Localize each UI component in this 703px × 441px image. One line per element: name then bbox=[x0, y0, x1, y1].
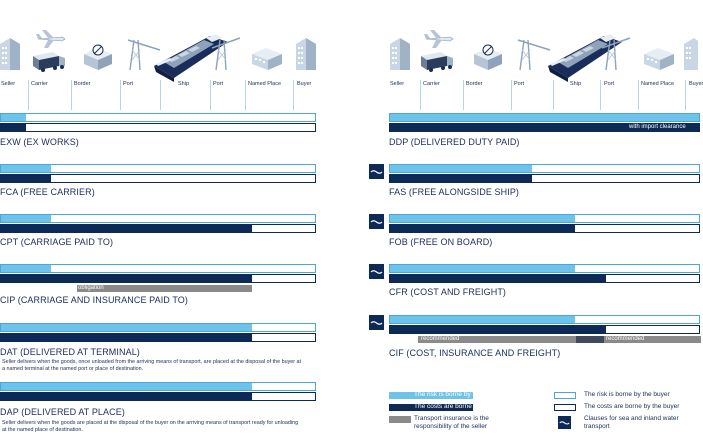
stage-label: Port bbox=[123, 81, 134, 87]
insurance-label: obligation bbox=[78, 285, 104, 291]
wave-icon bbox=[369, 164, 384, 179]
truck-icon bbox=[421, 52, 455, 72]
sea-transport-badge bbox=[369, 264, 384, 279]
stage-label: Ship bbox=[178, 81, 190, 87]
risk-fill bbox=[390, 114, 699, 121]
wave-icon bbox=[369, 214, 384, 229]
stage-divider bbox=[600, 80, 601, 110]
term-title: FOB (FREE ON BOARD) bbox=[389, 237, 493, 247]
cost-bar bbox=[0, 224, 316, 233]
port-crane-icon bbox=[212, 34, 240, 70]
truck-icon bbox=[33, 52, 67, 72]
legend-swatch-insurance bbox=[389, 416, 411, 423]
stage-label: Port bbox=[213, 81, 224, 87]
legend-swatch-cost-buyer bbox=[554, 404, 576, 411]
border-booth-icon bbox=[84, 44, 112, 70]
cost-fill bbox=[1, 393, 252, 400]
legend-label: The risk is borne by the seller bbox=[414, 391, 499, 398]
stage-label: Carrier bbox=[423, 81, 440, 87]
legend-label: The risk is borne by the buyer bbox=[584, 391, 670, 398]
wave-icon bbox=[369, 264, 384, 279]
cost-bar bbox=[0, 274, 316, 283]
warehouse-icon bbox=[252, 46, 282, 70]
risk-fill bbox=[1, 265, 51, 272]
warehouse-icon bbox=[644, 46, 674, 70]
insurance-bar bbox=[0, 284, 316, 293]
stage-divider bbox=[28, 80, 29, 110]
legend-label: The costs are borne by the buyer bbox=[584, 403, 680, 410]
cost-bar bbox=[389, 274, 700, 283]
cost-fill bbox=[390, 225, 575, 232]
cost-bar bbox=[0, 333, 316, 342]
cost-bar bbox=[389, 325, 700, 334]
risk-bar bbox=[0, 323, 316, 332]
term-description: Seller delivers when the goods, once unloaded from the arriving means of transport, are placed at the disposal of the buyer at a named terminal at the named port or place of destination. bbox=[2, 359, 302, 372]
risk-bar bbox=[389, 264, 700, 273]
risk-fill bbox=[1, 165, 51, 172]
stage-divider bbox=[685, 80, 686, 110]
term-title: DAP (DELIVERED AT PLACE) bbox=[0, 407, 125, 417]
term-title: FAS (FREE ALONGSIDE SHIP) bbox=[389, 187, 520, 197]
cost-note: with import clearance bbox=[629, 124, 686, 130]
cost-fill bbox=[1, 334, 252, 341]
term-title: DDP (DELIVERED DUTY PAID) bbox=[389, 137, 520, 147]
risk-bar bbox=[389, 315, 700, 324]
risk-bar bbox=[389, 113, 700, 122]
cost-fill bbox=[1, 275, 252, 282]
stage-label: Port bbox=[514, 81, 525, 87]
airplane-icon bbox=[424, 30, 454, 48]
cost-bar bbox=[0, 123, 316, 132]
risk-fill bbox=[1, 324, 252, 331]
stage-label: Border bbox=[74, 81, 91, 87]
risk-bar bbox=[389, 214, 700, 223]
cost-fill bbox=[390, 175, 532, 182]
stage-label: Seller bbox=[1, 81, 16, 87]
cost-bar bbox=[0, 174, 316, 183]
wave-icon bbox=[369, 315, 384, 330]
cost-fill bbox=[390, 275, 606, 282]
risk-fill bbox=[390, 316, 575, 323]
risk-bar bbox=[389, 164, 700, 173]
term-title: CFR (COST AND FREIGHT) bbox=[389, 287, 507, 297]
term-title: EXW (EX WORKS) bbox=[0, 137, 79, 147]
stage-label: Carrier bbox=[31, 81, 48, 87]
buyer-building-icon bbox=[296, 38, 316, 70]
risk-bar bbox=[0, 113, 316, 122]
legend-label: Clauses for sea and inland water transport bbox=[584, 415, 679, 430]
insurance-label: recommended bbox=[606, 336, 645, 342]
stage-divider bbox=[293, 80, 294, 110]
legend-sea-badge bbox=[558, 416, 571, 429]
sea-transport-badge bbox=[369, 214, 384, 229]
stage-divider bbox=[160, 80, 161, 110]
seller-building-icon bbox=[390, 38, 410, 70]
stage-label: Buyer bbox=[297, 81, 312, 87]
term-title: CIF (COST, INSURANCE AND FREIGHT) bbox=[389, 348, 561, 358]
cost-bar bbox=[389, 174, 700, 183]
legend-swatch-risk-buyer bbox=[554, 392, 576, 399]
stage-label: Seller bbox=[390, 81, 405, 87]
risk-fill bbox=[390, 265, 575, 272]
stage-divider bbox=[245, 80, 246, 110]
stage-label: Ship bbox=[570, 81, 582, 87]
sea-transport-badge bbox=[369, 315, 384, 330]
stage-divider bbox=[210, 80, 211, 110]
cost-fill bbox=[390, 326, 606, 333]
risk-bar bbox=[0, 214, 316, 223]
insurance-overlap bbox=[576, 336, 604, 343]
stage-divider bbox=[120, 80, 121, 110]
term-title: FCA (FREE CARRIER) bbox=[0, 187, 95, 197]
legend-label: Transport insurance is the responsibility of the seller bbox=[414, 415, 489, 430]
buyer-building-icon bbox=[684, 38, 698, 70]
stage-divider bbox=[420, 80, 421, 110]
stage-label: Border bbox=[466, 81, 483, 87]
term-description: Seller delivers when the goods are placed at the disposal of the buyer on the arriving means of transport ready for unloading at the named place of destination. bbox=[2, 420, 299, 433]
cost-bar bbox=[389, 224, 700, 233]
cost-bar bbox=[0, 392, 316, 401]
seller-building-icon bbox=[0, 38, 20, 70]
risk-fill bbox=[1, 383, 252, 390]
cost-fill bbox=[1, 124, 26, 131]
risk-bar bbox=[0, 382, 316, 391]
stage-divider bbox=[71, 80, 72, 110]
risk-fill bbox=[390, 215, 575, 222]
left-icon-row bbox=[0, 30, 330, 80]
right-icon-row bbox=[388, 30, 700, 80]
risk-bar bbox=[0, 264, 316, 273]
sea-transport-badge bbox=[369, 164, 384, 179]
stage-label: Named Place bbox=[641, 81, 675, 87]
border-booth-icon bbox=[474, 44, 502, 70]
port-crane-icon bbox=[602, 34, 630, 70]
wave-icon bbox=[558, 416, 571, 429]
cost-fill bbox=[1, 225, 252, 232]
term-title: CIP (CARRIAGE AND INSURANCE PAID TO) bbox=[0, 295, 188, 305]
risk-fill bbox=[1, 215, 51, 222]
stage-divider bbox=[511, 80, 512, 110]
stage-divider bbox=[638, 80, 639, 110]
insurance-label: recommended bbox=[421, 336, 460, 342]
risk-fill bbox=[1, 114, 26, 121]
term-title: DAT (DELIVERED AT TERMINAL) bbox=[0, 347, 140, 357]
cost-fill bbox=[1, 175, 51, 182]
risk-bar bbox=[0, 164, 316, 173]
airplane-icon bbox=[36, 30, 66, 48]
stage-label: Named Place bbox=[248, 81, 282, 87]
stage-divider bbox=[553, 80, 554, 110]
legend-label: The costs are borne by the seller bbox=[414, 403, 509, 410]
risk-fill bbox=[390, 165, 532, 172]
stage-label: Port bbox=[604, 81, 615, 87]
stage-divider bbox=[463, 80, 464, 110]
term-title: CPT (CARRIAGE PAID TO) bbox=[0, 237, 114, 247]
stage-label: Buyer bbox=[689, 81, 703, 87]
